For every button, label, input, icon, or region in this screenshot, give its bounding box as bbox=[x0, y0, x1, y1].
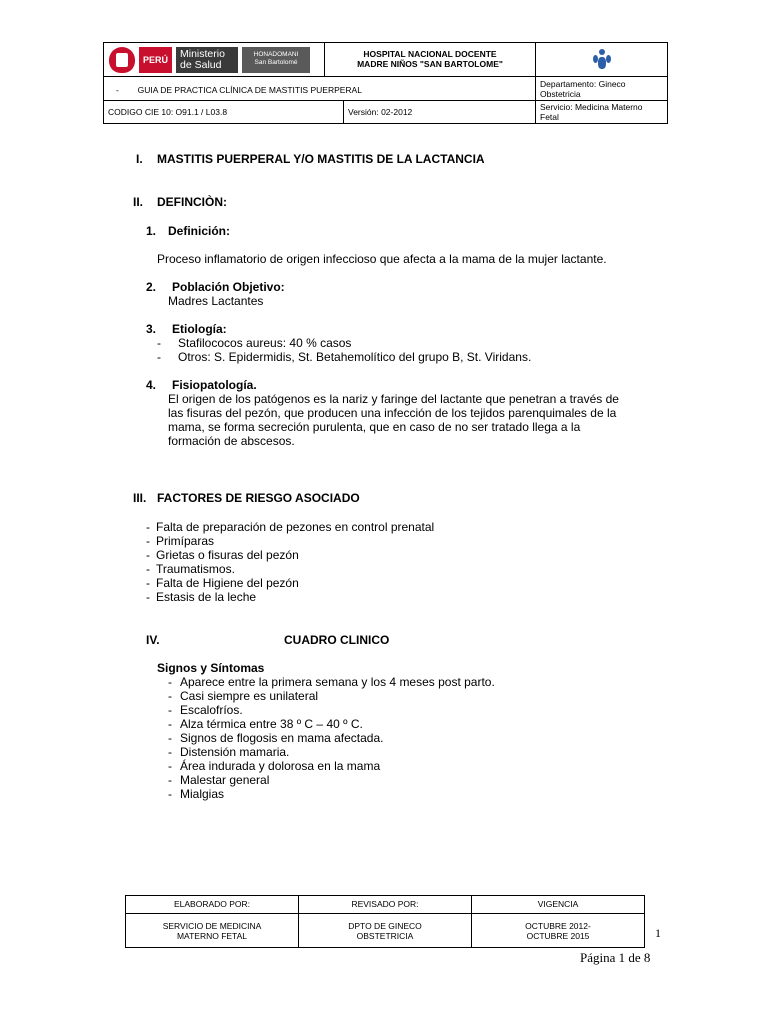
definicion-number: 1. bbox=[146, 224, 157, 238]
riesgo-item: Estasis de la leche bbox=[156, 590, 257, 604]
signos-dash: - bbox=[168, 759, 172, 773]
signos-item: Área indurada y dolorosa en la mama bbox=[180, 759, 381, 773]
ministerio-line1: Ministerio bbox=[180, 47, 225, 60]
riesgo-item: Falta de preparación de pezones en control prenatal bbox=[156, 520, 435, 534]
elaborado-line2: MATERNO FETAL bbox=[176, 931, 248, 941]
hona-line2: San Bartolomé bbox=[254, 58, 298, 66]
hospital-line2: MADRE NIÑOS "SAN BARTOLOME" bbox=[357, 59, 503, 69]
etiologia-dash-2: - bbox=[157, 350, 161, 364]
signos-dash: - bbox=[168, 689, 172, 703]
signos-dash: - bbox=[168, 717, 172, 731]
vigencia-line1: OCTUBRE 2012- bbox=[525, 921, 591, 931]
ministerio-line2: de Salud bbox=[180, 58, 222, 71]
riesgo-dash: - bbox=[146, 534, 150, 548]
guia-title-cell bbox=[104, 77, 536, 101]
section-4-number: IV. bbox=[146, 633, 160, 647]
section-2-title: DEFINCIÒN: bbox=[157, 195, 227, 209]
peru-label: PERÚ bbox=[139, 47, 172, 73]
footer-value-row bbox=[126, 914, 644, 947]
signos-dash: - bbox=[168, 773, 172, 787]
hospital-line1: HOSPITAL NACIONAL DOCENTE bbox=[363, 49, 497, 59]
document-footer-table bbox=[125, 895, 645, 948]
signos-dash: - bbox=[168, 745, 172, 759]
definicion-title: Definición: bbox=[168, 224, 230, 238]
riesgo-dash: - bbox=[146, 562, 150, 576]
hona-line1: HONADOMANI bbox=[253, 50, 299, 58]
riesgo-item: Falta de Higiene del pezón bbox=[156, 576, 299, 590]
ministerio-logo bbox=[176, 47, 238, 73]
side-page-number: 1 bbox=[655, 926, 661, 940]
document-header-table bbox=[103, 42, 668, 124]
section-4-title: CUADRO CLINICO bbox=[284, 633, 390, 647]
riesgo-dash: - bbox=[146, 520, 150, 534]
fisiopatologia-line: formación de abscesos. bbox=[168, 434, 295, 448]
signos-item: Malestar general bbox=[180, 773, 270, 787]
signos-item: Mialgias bbox=[180, 787, 225, 801]
definicion-text: Proceso inflamatorio de origen infeccioso que afecta a la mama de la mujer lactante. bbox=[157, 252, 607, 266]
poblacion-number: 2. bbox=[146, 280, 157, 294]
elaborado-header: ELABORADO POR: bbox=[126, 896, 299, 913]
revisado-value bbox=[299, 914, 472, 947]
revisado-line2: OBSTETRICIA bbox=[356, 931, 414, 941]
signos-dash: - bbox=[168, 787, 172, 801]
elaborado-line1: SERVICIO DE MEDICINA bbox=[162, 921, 262, 931]
section-3-number: III. bbox=[133, 491, 147, 505]
section-1-title: MASTITIS PUERPERAL Y/O MASTITIS DE LA LACTANCIA bbox=[157, 152, 485, 166]
poblacion-text: Madres Lactantes bbox=[168, 294, 264, 308]
hospital-name-cell bbox=[325, 43, 536, 77]
signos-dash: - bbox=[168, 731, 172, 745]
etiologia-dash-1: - bbox=[157, 336, 161, 350]
page-indicator: Página 1 de 8 bbox=[580, 950, 651, 965]
revisado-header: REVISADO POR: bbox=[299, 896, 472, 913]
etiologia-title: Etiología: bbox=[172, 322, 227, 336]
riesgo-item: Traumatismos. bbox=[156, 562, 235, 576]
etiologia-item: Stafilococos aureus: 40 % casos bbox=[178, 336, 352, 350]
etiologia-item: Otros: S. Epidermidis, St. Betahemolítico del grupo B, St. Viridans. bbox=[178, 350, 532, 364]
guia-title: GUIA DE PRACTICA CLÍNICA DE MASTITIS PUERPERAL bbox=[137, 85, 362, 95]
fisiopatologia-line: mama, se forma secreción purulenta, que en caso de no ser tratado llega a la bbox=[168, 420, 581, 434]
riesgo-dash: - bbox=[146, 590, 150, 604]
honadomani-logo bbox=[242, 47, 310, 73]
section-1-number: I. bbox=[136, 152, 143, 166]
peru-coat-of-arms-icon bbox=[109, 47, 135, 73]
signos-item: Alza térmica entre 38 º C – 40 º C. bbox=[180, 717, 363, 731]
riesgo-item: Primíparas bbox=[156, 534, 215, 548]
riesgo-dash: - bbox=[146, 576, 150, 590]
section-3-title: FACTORES DE RIESGO ASOCIADO bbox=[157, 491, 360, 505]
riesgo-dash: - bbox=[146, 548, 150, 562]
signos-dash: - bbox=[168, 675, 172, 689]
section-2-number: II. bbox=[133, 195, 144, 209]
vigencia-line2: OCTUBRE 2015 bbox=[526, 931, 590, 941]
fisiopatologia-title: Fisiopatología. bbox=[172, 378, 257, 392]
codigo-cie-cell: CODIGO CIE 10: O91.1 / L03.8 bbox=[104, 101, 344, 124]
signos-item: Distensión mamaria. bbox=[180, 745, 290, 759]
etiologia-number: 3. bbox=[146, 322, 157, 336]
fisiopatologia-number: 4. bbox=[146, 378, 157, 392]
signos-title: Signos y Síntomas bbox=[157, 661, 265, 675]
version-cell: Versión: 02-2012 bbox=[344, 101, 536, 124]
vigencia-header: VIGENCIA bbox=[537, 899, 579, 909]
signos-item: Signos de flogosis en mama afectada. bbox=[180, 731, 384, 745]
poblacion-title: Población Objetivo: bbox=[172, 280, 285, 294]
revisado-line1: DPTO DE GINECO bbox=[348, 921, 422, 931]
vigencia-value bbox=[472, 914, 644, 947]
elaborado-value bbox=[126, 914, 299, 947]
signos-item: Escalofríos. bbox=[180, 703, 243, 717]
header-logo-cell bbox=[104, 43, 325, 77]
fisiopatologia-line: las fisuras del pezón, que producen una infección de los tejidos parenquimales de la bbox=[168, 406, 617, 420]
footer-header-row bbox=[126, 896, 644, 914]
riesgo-item: Grietas o fisuras del pezón bbox=[156, 548, 299, 562]
hospital-emblem-cell bbox=[536, 43, 668, 77]
fisiopatologia-line: El origen de los patógenos es la nariz y faringe del lactante que penetran a través de bbox=[168, 392, 619, 406]
guia-dash: - bbox=[116, 85, 119, 95]
signos-item: Aparece entre la primera semana y los 4 meses post parto. bbox=[180, 675, 495, 689]
departamento-cell: Departamento: Gineco Obstetricia bbox=[536, 77, 668, 101]
signos-item: Casi siempre es unilateral bbox=[180, 689, 319, 703]
hospital-emblem-icon bbox=[593, 49, 611, 71]
servicio-cell: Servicio: Medicina Materno Fetal bbox=[536, 101, 668, 124]
signos-dash: - bbox=[168, 703, 172, 717]
